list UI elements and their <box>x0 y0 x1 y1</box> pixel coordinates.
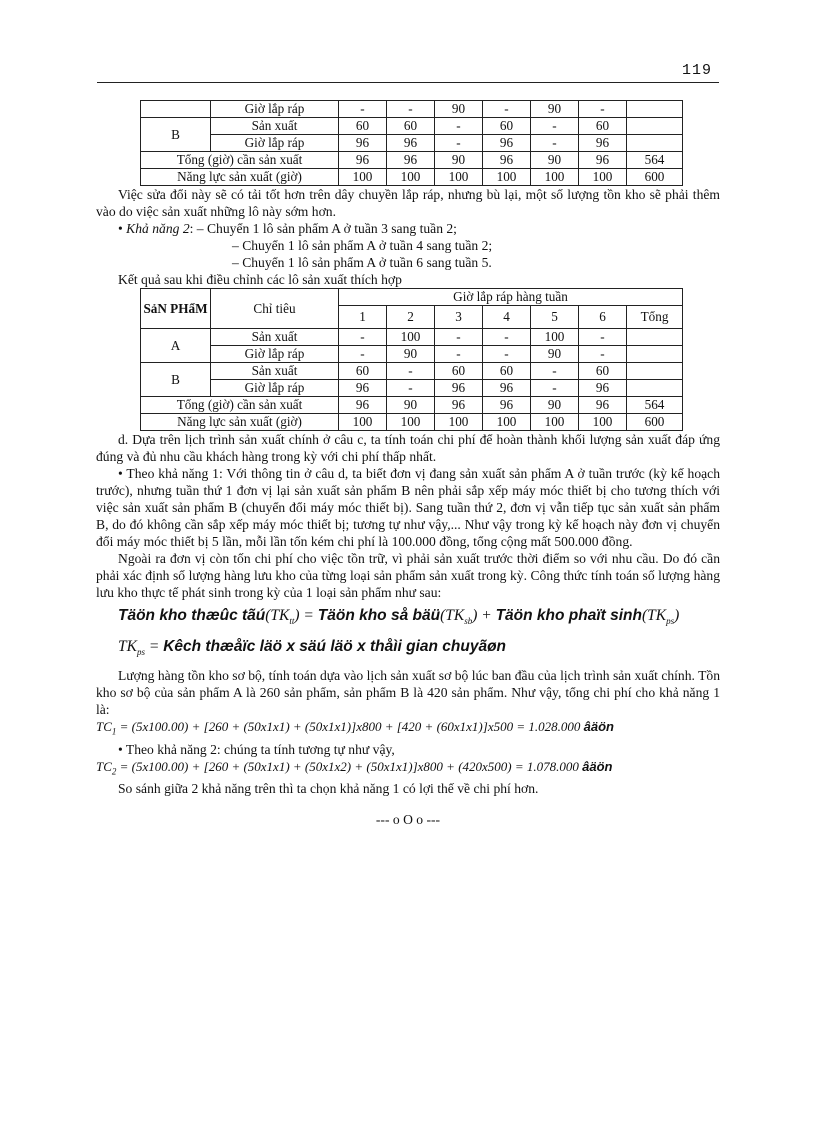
table-cell: - <box>483 101 531 118</box>
option-2-step: – Chuyển 1 lô sản phẩm A ở tuần 6 sang tuần 5. <box>232 255 492 270</box>
table-cell: - <box>531 118 579 135</box>
paragraph: Việc sửa đổi này sẽ có tải tốt hơn trên dây chuyền lắp ráp, nhưng bù lại, một số lượng tồn kho sẽ phải thêm vào do việc sản xuất những lô này sớm hơn. <box>96 187 720 219</box>
table-cell: 96 <box>579 397 627 414</box>
page-content <box>96 100 720 828</box>
table-cell: - <box>387 101 435 118</box>
table-cell: - <box>483 346 531 363</box>
table-cell: 60 <box>435 363 483 380</box>
table-row <box>141 397 683 414</box>
table-cell: - <box>483 329 531 346</box>
table-cell: 60 <box>483 118 531 135</box>
table-cell: 60 <box>483 363 531 380</box>
header-rule <box>97 82 719 83</box>
table-row <box>141 101 683 118</box>
formula-term: TC <box>96 758 112 774</box>
formula-operator: = <box>144 638 164 656</box>
table-cell: 100 <box>531 329 579 346</box>
table-row <box>141 414 683 431</box>
table-cell <box>627 101 683 118</box>
table-cell: 600 <box>627 414 683 431</box>
tkps-formula <box>96 634 720 665</box>
table-cell: B <box>141 118 211 152</box>
formula-term: Täön kho thæûc tãú <box>118 607 266 624</box>
table-cell: 96 <box>483 380 531 397</box>
formula-expression: = (5x100.00) + [260 + (50x1x1) + (50x1x1)]x800 + [420 + (60x1x1)]x500 = 1.028.000 <box>116 719 584 735</box>
table-cell: - <box>435 346 483 363</box>
table-cell <box>627 329 683 346</box>
table-cell: - <box>435 118 483 135</box>
table-header-row <box>141 289 683 306</box>
table-cell: 100 <box>435 169 483 186</box>
table-cell: 96 <box>339 135 387 152</box>
table-cell: 96 <box>483 152 531 169</box>
table-cell <box>627 363 683 380</box>
table-row <box>141 118 683 135</box>
formula-operator: ) <box>674 607 680 624</box>
formula-subscript: sb <box>464 616 473 627</box>
table-cell <box>627 118 683 135</box>
table-row <box>141 169 683 186</box>
option-2-line <box>96 220 720 237</box>
option-2-label: Khả năng 2 <box>126 221 190 236</box>
formula-subscript: ps <box>136 647 145 658</box>
table-cell: Tổng (giờ) cần sản xuất <box>141 397 339 414</box>
table-cell: 96 <box>435 380 483 397</box>
table-cell <box>141 101 211 118</box>
table-header-week: 3 <box>435 306 483 329</box>
table-header-group: Giờ lắp ráp hàng tuần <box>339 289 683 306</box>
table-cell: 564 <box>627 397 683 414</box>
table-cell: 100 <box>387 414 435 431</box>
table-header-criteria: Chỉ tiêu <box>211 289 339 329</box>
table-cell: 100 <box>435 414 483 431</box>
table-cell: 600 <box>627 169 683 186</box>
formula-term: Kêch thæåïc läö x säú läö x thåìi gian chuyãøn <box>163 638 507 656</box>
table-cell: 100 <box>579 169 627 186</box>
table-cell: 100 <box>339 414 387 431</box>
table-cell: 60 <box>339 363 387 380</box>
table-row <box>141 380 683 397</box>
table-cell: 60 <box>579 363 627 380</box>
paragraph: d. Dựa trên lịch trình sản xuất chính ở câu c, ta tính toán chi phí để hoàn thành khối lượng sản xuất đáp ứng đúng và đủ nhu cầu khách hàng trong kỳ với chi phí thấp nhất. <box>96 432 720 464</box>
table-cell: Sản xuất <box>211 329 339 346</box>
table-cell: - <box>579 101 627 118</box>
table-cell <box>627 380 683 397</box>
formula-operator: ) = <box>294 607 318 624</box>
table-cell: 90 <box>531 346 579 363</box>
table-cell: 60 <box>579 118 627 135</box>
table-header-week: 5 <box>531 306 579 329</box>
table-cell: 100 <box>531 169 579 186</box>
table-cell: 96 <box>435 397 483 414</box>
table-row <box>141 329 683 346</box>
table-cell: 90 <box>531 397 579 414</box>
table-cell: Giờ lắp ráp <box>211 135 339 152</box>
paragraph: Kết quả sau khi điều chỉnh các lô sản xuất thích hợp <box>118 272 402 287</box>
table-cell: B <box>141 363 211 397</box>
table-header-week: 1 <box>339 306 387 329</box>
paragraph: • Theo khả năng 1: Với thông tin ở câu d, ta biết đơn vị đang sản xuất sản phẩm A ở tuần trước (kỳ kế hoạch trước), nhưng tuần thứ 1 đơn vị lại sản xuất sản phẩm B nên phải sắp xếp máy móc thiết bị cho tương thích với việc sản xuất sản phẩm B (chuyển đổi máy móc thiết bị). Sang tuần thứ 2, đơn vị vẫn tiếp tục sản xuất sản phẩm B, do đó không cần sắp xếp máy móc thiết bị; tương tự như vậy,... Như vậy trong kỳ kế hoạch này đơn vị chuyển đổi máy móc thiết bị 5 lần, mỗi lần tốn kém chi phí là 100.000 đồng, tổng cộng mất 500.000 đồng. <box>96 466 720 549</box>
table-cell: - <box>531 363 579 380</box>
table-cell: 96 <box>483 397 531 414</box>
schedule-table-2 <box>140 288 683 431</box>
formula-term: (TK <box>265 607 290 624</box>
table-cell: 60 <box>387 118 435 135</box>
table-cell: Giờ lắp ráp <box>211 346 339 363</box>
table-cell: Giờ lắp ráp <box>211 380 339 397</box>
table-cell <box>627 135 683 152</box>
option-2-step: : – Chuyển 1 lô sản phẩm A ở tuần 3 sang tuần 2; <box>189 221 457 236</box>
paragraph: So sánh giữa 2 khả năng trên thì ta chọn khả năng 1 có lợi thế về chi phí hơn. <box>118 781 539 797</box>
table-row <box>141 152 683 169</box>
formula-term: (TK <box>641 607 667 624</box>
option-2-step: – Chuyển 1 lô sản phẩm A ở tuần 4 sang tuần 2; <box>232 238 493 253</box>
table-cell: 90 <box>531 101 579 118</box>
table-cell: 96 <box>579 380 627 397</box>
table-header-week: 6 <box>579 306 627 329</box>
table-header-product: SảN PHẩM <box>141 289 211 329</box>
table-cell: 60 <box>339 118 387 135</box>
table-cell: Năng lực sản xuất (giờ) <box>141 414 339 431</box>
table-cell: - <box>387 380 435 397</box>
table-cell: - <box>531 380 579 397</box>
formula-subscript: ps <box>666 616 675 627</box>
table-cell: 100 <box>483 169 531 186</box>
table-cell: - <box>579 329 627 346</box>
table-cell: - <box>579 346 627 363</box>
paragraph: • Theo khả năng 2: chúng ta tính tương tự như vậy, <box>118 741 395 757</box>
table-cell: 96 <box>483 135 531 152</box>
table-cell: - <box>387 363 435 380</box>
schedule-table-1 <box>140 100 683 186</box>
table-cell: 90 <box>435 152 483 169</box>
table-cell: 96 <box>387 152 435 169</box>
table-cell: 100 <box>387 169 435 186</box>
table-cell: Tổng (giờ) cần sản xuất <box>141 152 339 169</box>
table-cell: 96 <box>339 397 387 414</box>
formula-term: TC <box>96 719 112 735</box>
table-cell: 96 <box>339 152 387 169</box>
formula-term: TK <box>118 638 137 656</box>
formula-operator: ) + <box>472 607 496 624</box>
table-cell: 90 <box>387 397 435 414</box>
table-cell: 564 <box>627 152 683 169</box>
formula-term: (TK <box>440 607 465 624</box>
bullet-icon: • <box>118 221 123 236</box>
table-cell: 96 <box>387 135 435 152</box>
formula-expression: = (5x100.00) + [260 + (50x1x1) + (50x1x2) + (50x1x1)]x800 + (420x500) = 1.078.000 <box>116 758 583 774</box>
table-cell: 96 <box>579 135 627 152</box>
end-mark: --- o O o --- <box>375 812 441 828</box>
table-cell: 100 <box>531 414 579 431</box>
table-cell: Năng lực sản xuất (giờ) <box>141 169 339 186</box>
table-cell: Sản xuất <box>211 363 339 380</box>
paragraph: Lượng hàng tồn kho sơ bộ, tính toán dựa vào lịch sản xuất sơ bộ lúc ban đầu của lịch trình sản xuất chính. Tồn kho sơ bộ của sản phẩm A là 260 sản phẩm, sản phẩm B là 420 sản phẩm. Như vậy, tổng chi phí cho khả năng 1 là: <box>96 668 720 718</box>
table-cell: 96 <box>579 152 627 169</box>
tc1-formula <box>96 718 720 741</box>
table-cell: - <box>435 329 483 346</box>
paragraph: Ngoài ra đơn vị còn tốn chi phí cho việc tồn trữ, vì phải sản xuất trước thời điểm so với nhu cầu. Do đó cần phải xác định số lượng hàng lưu kho của từng loại sản phẩm sản xuất trong kỳ. Công thức tính toán số lượng hàng lưu kho thực tế phát sinh trong kỳ của 1 loại sản phẩm như sau: <box>96 551 720 600</box>
table-cell: - <box>531 135 579 152</box>
table-header-total: Tổng <box>627 306 683 329</box>
table-header-week: 2 <box>387 306 435 329</box>
table-cell: 90 <box>387 346 435 363</box>
formula-unit: âäön <box>582 758 613 774</box>
table-cell: - <box>435 135 483 152</box>
formula-subscript: 2 <box>111 766 117 777</box>
table-row <box>141 363 683 380</box>
table-cell: 96 <box>339 380 387 397</box>
inventory-formula <box>96 603 720 634</box>
table-row <box>141 135 683 152</box>
table-cell: 100 <box>387 329 435 346</box>
table-cell: - <box>339 101 387 118</box>
table-cell: A <box>141 329 211 363</box>
table-cell <box>627 346 683 363</box>
formula-subscript: tt <box>289 616 295 627</box>
formula-term: Täön kho phaït sinh <box>495 607 642 624</box>
table-row <box>141 346 683 363</box>
formula-unit: âäön <box>583 719 614 735</box>
formula-term: Täön kho så bäü <box>317 607 441 624</box>
page-number: 119 <box>681 62 712 79</box>
table-cell: 90 <box>531 152 579 169</box>
table-cell: Giờ lắp ráp <box>211 101 339 118</box>
formula-subscript: 1 <box>111 726 117 737</box>
table-header-week: 4 <box>483 306 531 329</box>
table-cell: - <box>339 329 387 346</box>
table-cell: 100 <box>339 169 387 186</box>
table-cell: Sản xuất <box>211 118 339 135</box>
table-cell: 100 <box>579 414 627 431</box>
table-cell: 90 <box>435 101 483 118</box>
tc2-formula <box>96 758 720 781</box>
table-cell: - <box>339 346 387 363</box>
table-cell: 100 <box>483 414 531 431</box>
